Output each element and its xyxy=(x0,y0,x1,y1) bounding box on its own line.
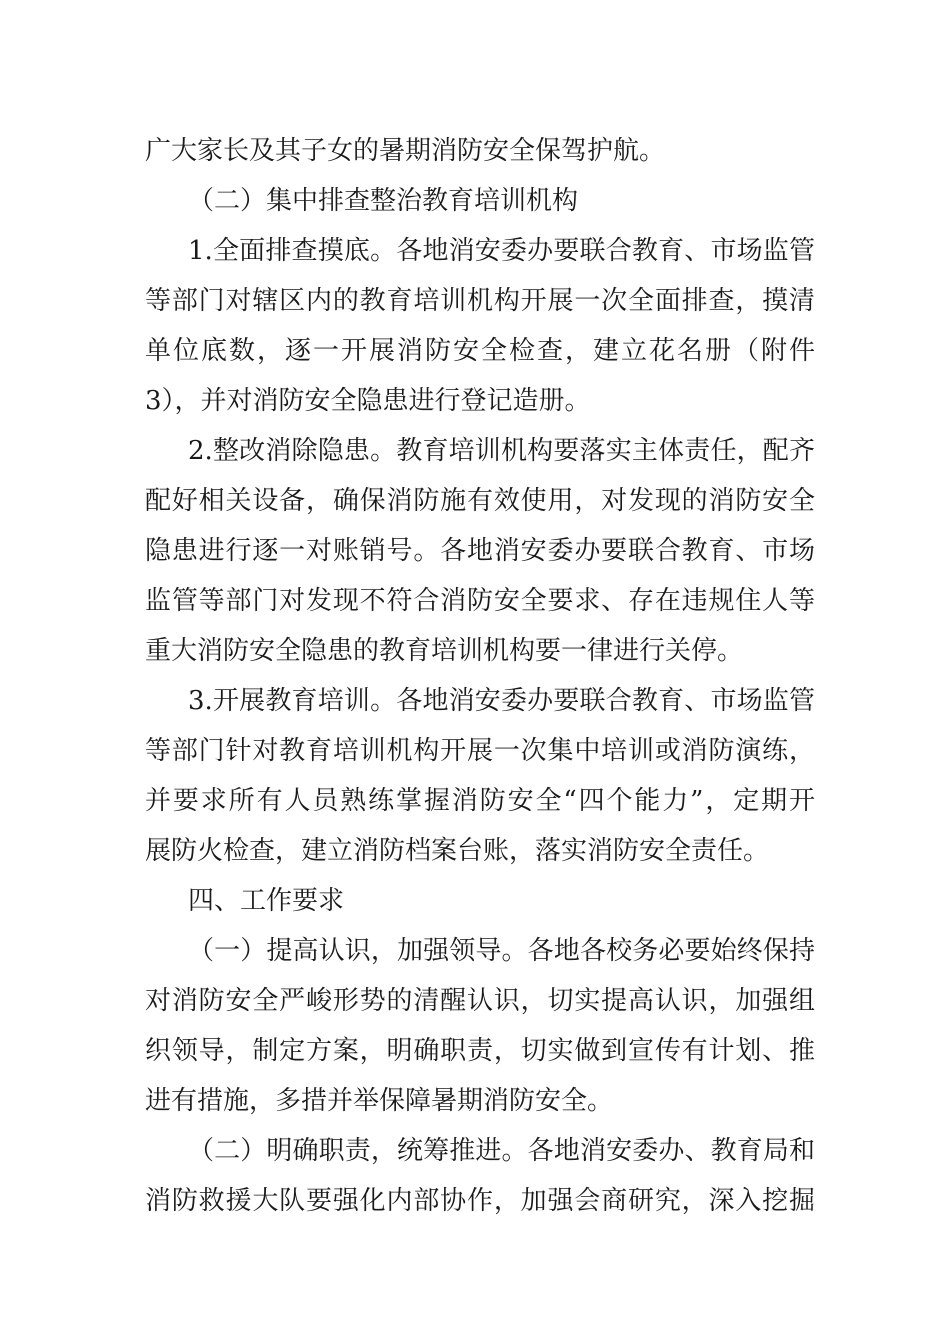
paragraph-line: 2.整改消除隐患。教育培训机构要落实主体责任，配齐 xyxy=(188,436,815,466)
paragraph-line: 并要求所有人员熟练掌握消防安全“四个能力”，定期开 xyxy=(145,786,815,816)
paragraph-line: 等部门针对教育培训机构开展一次集中培训或消防演练， xyxy=(145,736,815,766)
paragraph-line: 隐患进行逐一对账销号。各地消安委办要联合教育、市场 xyxy=(145,536,815,566)
paragraph-line: 3.开展教育培训。各地消安委办要联合教育、市场监管 xyxy=(188,686,815,716)
section-heading: 四、工作要求 xyxy=(188,886,345,916)
paragraph-line: 配好相关设备，确保消防施有效使用，对发现的消防安全 xyxy=(145,486,815,516)
paragraph-line: 1.全面排查摸底。各地消安委办要联合教育、市场监管 xyxy=(188,236,815,266)
paragraph-line: 等部门对辖区内的教育培训机构开展一次全面排查，摸清 xyxy=(145,286,815,316)
paragraph-line: （一）提高认识，加强领导。各地各校务必要始终保持 xyxy=(188,936,815,966)
paragraph-line: 3），并对消防安全隐患进行登记造册。 xyxy=(145,386,591,416)
paragraph-line: 广大家长及其子女的暑期消防安全保驾护航。 xyxy=(145,136,666,166)
section-heading: （二）集中排查整治教育培训机构 xyxy=(188,186,579,216)
paragraph-line: 对消防安全严峻形势的清醒认识，切实提高认识，加强组 xyxy=(145,986,815,1016)
paragraph-line: 单位底数，逐一开展消防安全检查，建立花名册（附件 xyxy=(145,336,815,366)
paragraph-line: 消防救援大队要强化内部协作，加强会商研究，深入挖掘 xyxy=(145,1186,815,1216)
paragraph-line: 织领导，制定方案，明确职责，切实做到宣传有计划、推 xyxy=(145,1036,815,1066)
paragraph-line: 进有措施，多措并举保障暑期消防安全。 xyxy=(145,1086,614,1116)
paragraph-line: 重大消防安全隐患的教育培训机构要一律进行关停。 xyxy=(145,636,744,666)
paragraph-line: 监管等部门对发现不符合消防安全要求、存在违规住人等 xyxy=(145,586,815,616)
paragraph-line: 展防火检查，建立消防档案台账，落实消防安全责任。 xyxy=(145,836,770,866)
paragraph-line: （二）明确职责，统筹推进。各地消安委办、教育局和 xyxy=(188,1136,815,1166)
